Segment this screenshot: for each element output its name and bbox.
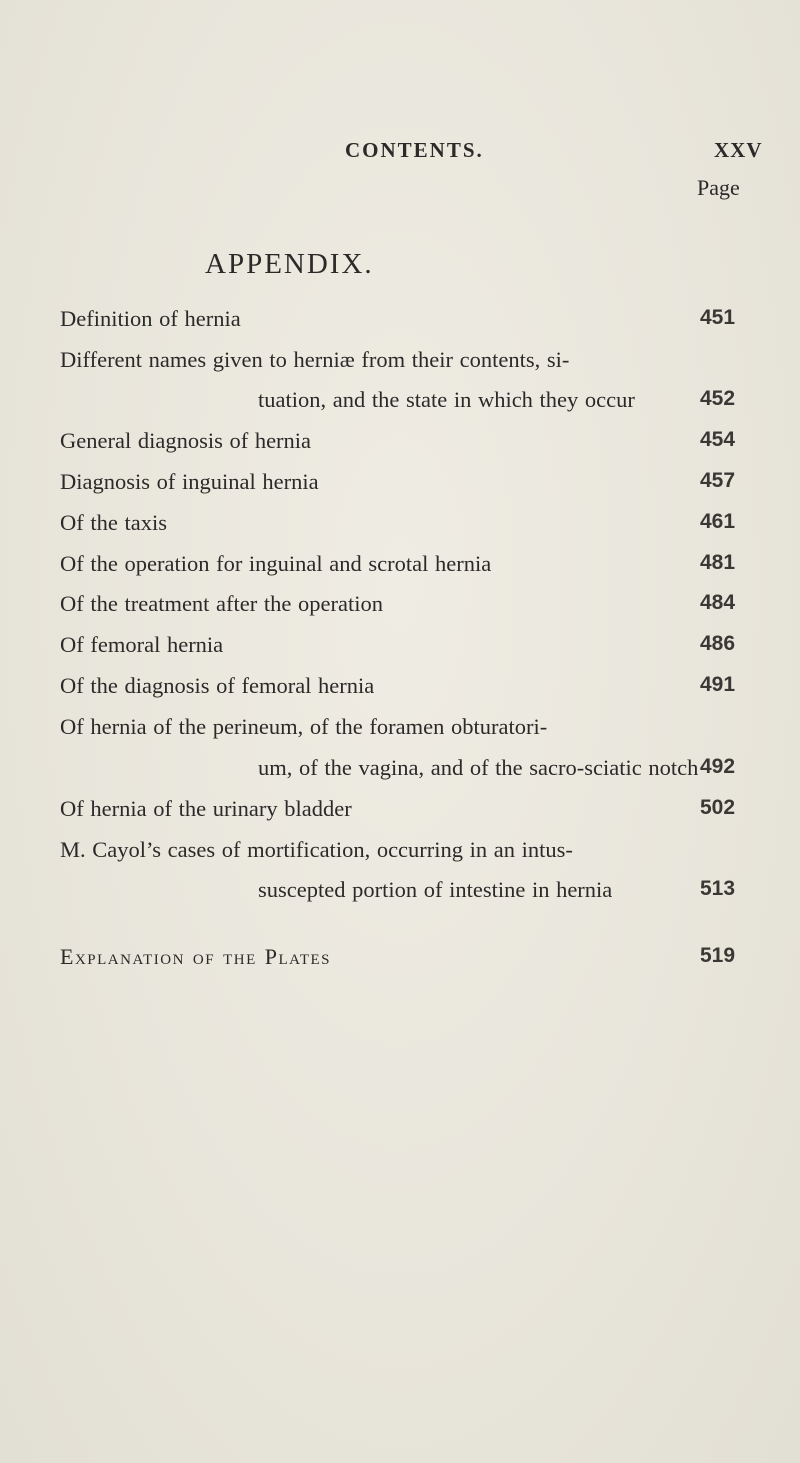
toc-entry-page: 502 bbox=[700, 796, 736, 819]
toc-entry bbox=[0, 469, 800, 507]
toc-entry-title: M. Cayol’s cases of mortification, occurring in an intus- bbox=[60, 837, 573, 862]
toc-entry bbox=[0, 306, 800, 344]
toc-entry bbox=[0, 428, 800, 466]
toc-entry bbox=[0, 347, 800, 385]
toc-entry bbox=[0, 796, 800, 834]
toc-entry-page: 491 bbox=[700, 673, 736, 696]
toc-entry-title: Diagnosis of inguinal hernia bbox=[60, 469, 319, 494]
toc-entry bbox=[0, 632, 800, 670]
toc-entry-title: Explanation of the Plates bbox=[60, 944, 332, 969]
toc-entry-page: 452 bbox=[700, 387, 736, 410]
toc-entry bbox=[0, 877, 800, 915]
toc-entry-page: 454 bbox=[700, 428, 736, 451]
toc-entry-title: Of femoral hernia bbox=[60, 632, 224, 657]
page-column-label: Page bbox=[697, 175, 740, 200]
toc-entry bbox=[0, 837, 800, 875]
toc-entry bbox=[0, 944, 800, 982]
toc-entry-title: Different names given to herniæ from their contents, si- bbox=[60, 347, 570, 372]
toc-entry-page: 451 bbox=[700, 306, 736, 329]
toc-entry bbox=[0, 591, 800, 629]
toc-entry-title: Of hernia of the urinary bladder bbox=[60, 796, 352, 821]
toc-entry bbox=[0, 673, 800, 711]
section-title: APPENDIX. bbox=[205, 248, 374, 280]
toc-entry-title: General diagnosis of hernia bbox=[60, 428, 312, 453]
toc-entry-page: 513 bbox=[700, 877, 736, 900]
toc-entry-title: um, of the vagina, and of the sacro-sciatic notch bbox=[258, 755, 699, 780]
toc-entry-page: 461 bbox=[700, 510, 736, 533]
toc-entry-page: 492 bbox=[700, 755, 736, 778]
toc-entry bbox=[0, 714, 800, 752]
toc-entry bbox=[0, 551, 800, 589]
toc-entry-title: Of the taxis bbox=[60, 510, 167, 535]
toc-entry-page: 457 bbox=[700, 469, 736, 492]
toc-entry-title: Of the treatment after the operation bbox=[60, 591, 383, 616]
toc-entry-title: Definition of hernia bbox=[60, 306, 241, 331]
toc-entry bbox=[0, 387, 800, 425]
running-head: CONTENTS. bbox=[345, 138, 484, 162]
toc-entry bbox=[0, 755, 800, 793]
toc-entry-page: 486 bbox=[700, 632, 736, 655]
toc-entry-title: suscepted portion of intestine in hernia bbox=[258, 877, 613, 902]
toc-entry-title: tuation, and the state in which they occur bbox=[258, 387, 635, 412]
toc-entry bbox=[0, 510, 800, 548]
toc-entry-title: Of hernia of the perineum, of the foramen obturatori- bbox=[60, 714, 548, 739]
toc-entry-title: Of the diagnosis of femoral hernia bbox=[60, 673, 375, 698]
toc-entry-page: 519 bbox=[700, 944, 736, 967]
toc-entry-page: 484 bbox=[700, 591, 736, 614]
toc-entry-page: 481 bbox=[700, 551, 736, 574]
toc-entry-title: Of the operation for inguinal and scrotal hernia bbox=[60, 551, 492, 576]
page-folio: XXV bbox=[714, 138, 763, 162]
